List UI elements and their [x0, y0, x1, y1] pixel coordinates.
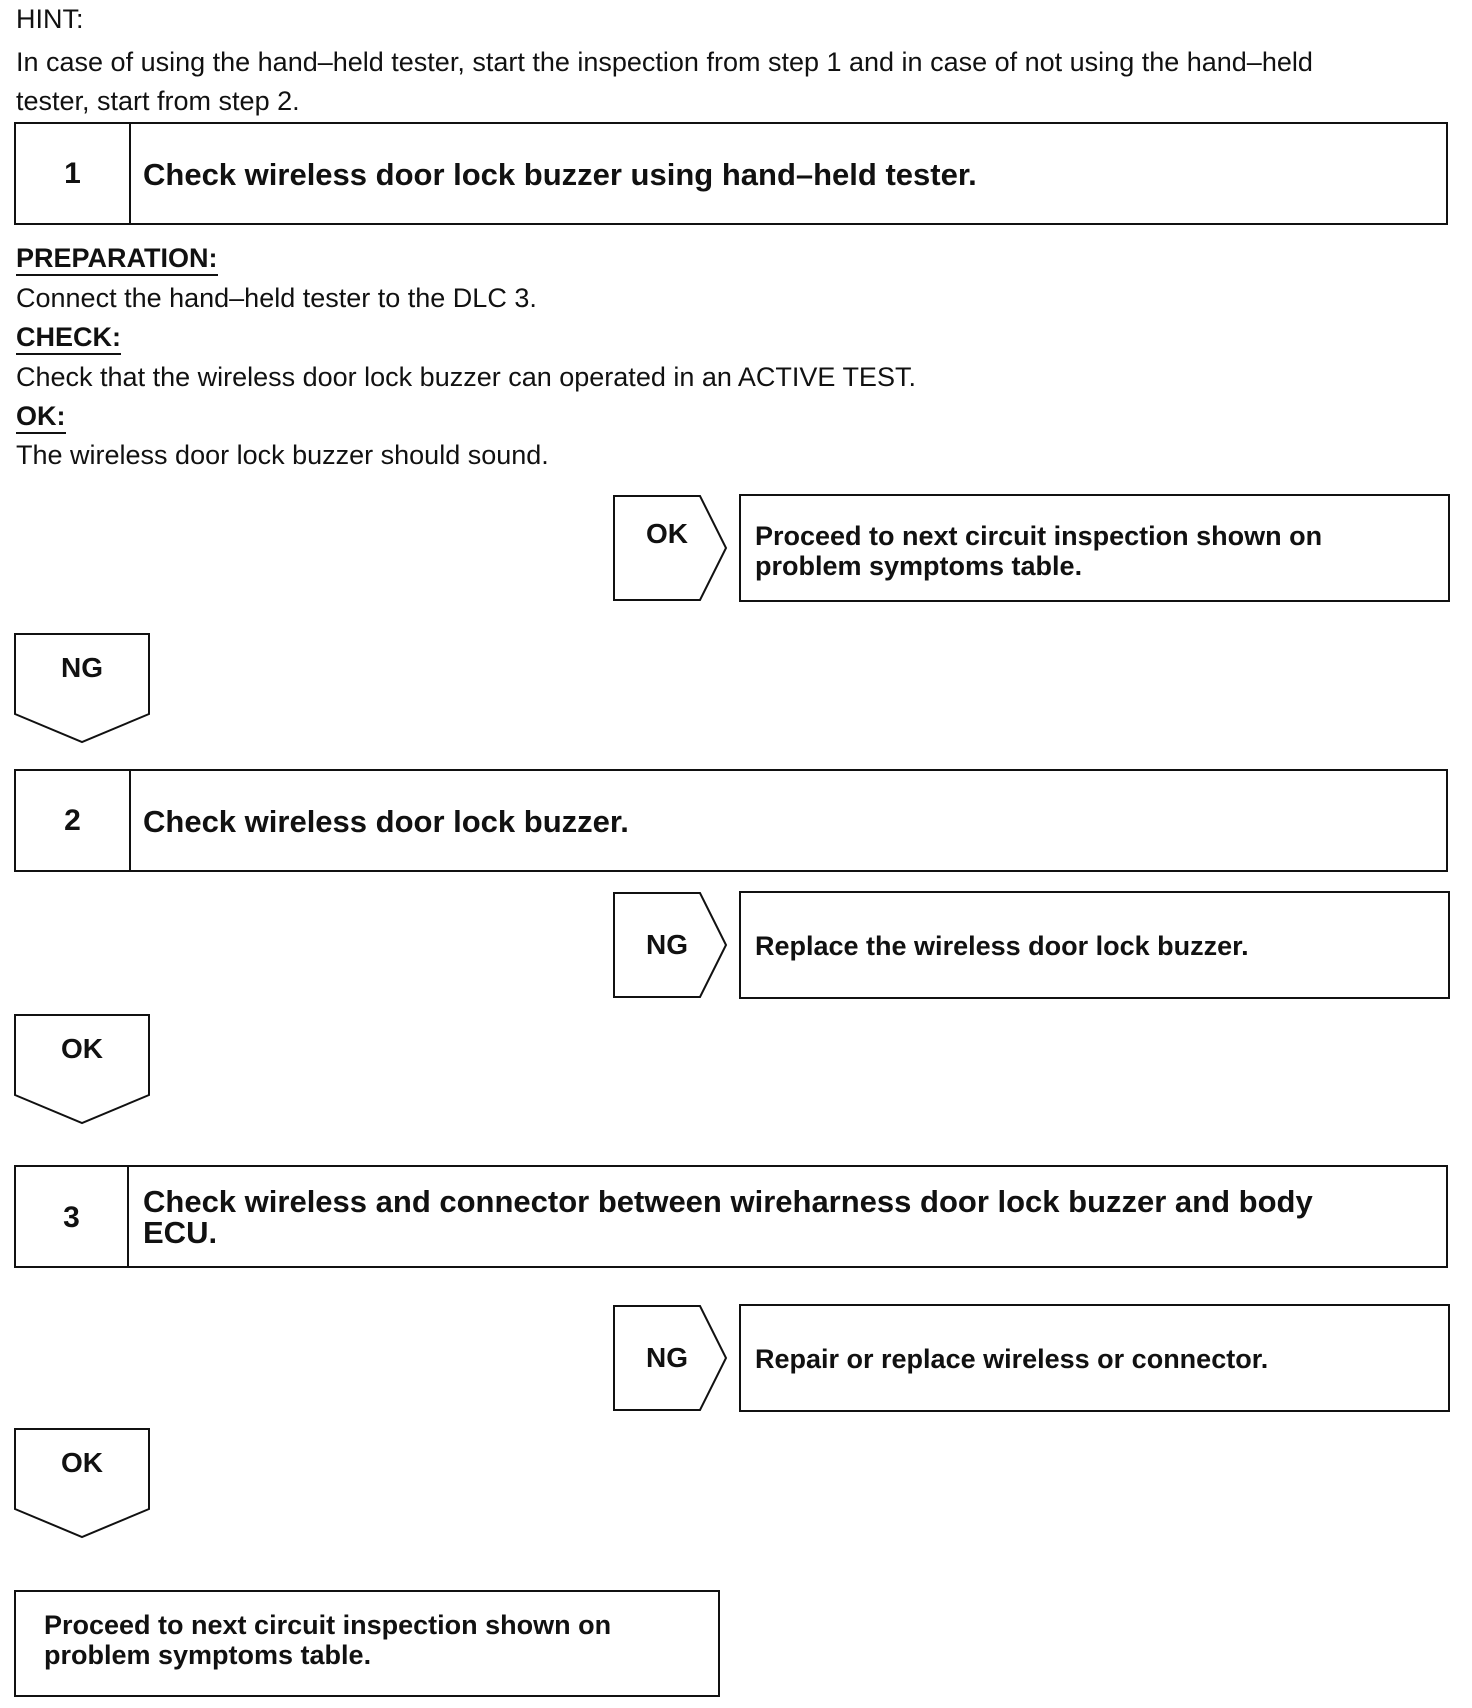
step-1-ok-result-box	[739, 494, 1450, 602]
final-result-box	[14, 1590, 720, 1697]
step-1-ok-tag: OK	[646, 518, 688, 549]
step-3-ok-tag: OK	[61, 1447, 103, 1478]
step-2-ng-result-box	[739, 891, 1450, 999]
hint-label: HINT:	[16, 4, 84, 34]
step-2-title: Check wireless door lock buzzer.	[143, 804, 629, 839]
step-3-number: 3	[16, 1167, 129, 1266]
hint-text-line-2: tester, start from step 2.	[16, 86, 300, 116]
step-2-ng-branch	[612, 891, 1450, 999]
step-3-ok-down-arrow	[13, 1427, 151, 1539]
down-arrow-shape	[13, 632, 151, 744]
check-label	[16, 320, 121, 354]
ok-label	[16, 399, 66, 433]
ok-label-text: OK:	[16, 401, 66, 434]
hint-text-line-1: In case of using the hand–held tester, start the inspection from step 1 and in case of not using the hand–held	[16, 47, 1313, 77]
step-3-ng-tag: NG	[646, 1342, 688, 1373]
step-3-title-line-2: ECU.	[143, 1215, 218, 1250]
preparation-text: Connect the hand–held tester to the DLC 3.	[16, 283, 537, 313]
step-2-ng-tag: NG	[646, 929, 688, 960]
check-text: Check that the wireless door lock buzzer can operated in an ACTIVE TEST.	[16, 362, 916, 392]
ok-text: The wireless door lock buzzer should sound.	[16, 440, 549, 470]
step-2-ok-tag: OK	[61, 1033, 103, 1064]
step-1-ng-tag: NG	[61, 652, 103, 683]
step-1-title: Check wireless door lock buzzer using hand–held tester.	[143, 157, 977, 192]
step-1-ok-branch	[612, 494, 1450, 602]
preparation-label	[16, 241, 218, 275]
step-3-box	[14, 1165, 1448, 1268]
step-3-ng-result-box	[739, 1304, 1450, 1412]
down-arrow-shape	[13, 1427, 151, 1539]
step-2-ng-result: Replace the wireless door lock buzzer.	[755, 931, 1249, 961]
final-result-line-1: Proceed to next circuit inspection shown on	[44, 1610, 612, 1640]
step-3-ng-result: Repair or replace wireless or connector.	[755, 1344, 1269, 1374]
check-label-text: CHECK:	[16, 322, 121, 355]
step-2-number: 2	[16, 771, 131, 870]
step-1-ng-down-arrow	[13, 632, 151, 744]
step-1-ok-result-line-1: Proceed to next circuit inspection shown on	[755, 521, 1323, 551]
step-1-box	[14, 122, 1448, 225]
step-3-ng-branch	[612, 1304, 1450, 1412]
down-arrow-shape	[13, 1013, 151, 1125]
step-2-box	[14, 769, 1448, 872]
final-result-line-2: problem symptoms table.	[44, 1640, 372, 1670]
step-1-ok-result-line-2: problem symptoms table.	[755, 551, 1083, 581]
step-3-title-line-1: Check wireless and connector between wireharness door lock buzzer and body	[143, 1184, 1313, 1219]
step-2-ok-down-arrow	[13, 1013, 151, 1125]
step-1-number: 1	[16, 124, 131, 223]
preparation-label-text: PREPARATION:	[16, 243, 218, 276]
